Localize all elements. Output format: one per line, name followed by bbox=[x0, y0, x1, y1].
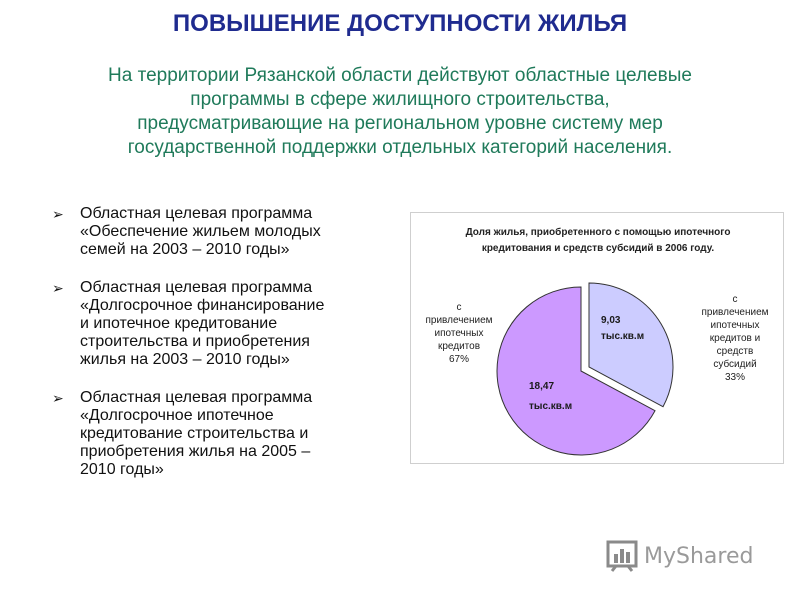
slice-annotation-line: привлечением bbox=[425, 315, 493, 326]
watermark bbox=[606, 536, 776, 576]
intro-line: предусматривающие на региональном уровне систему мер bbox=[137, 113, 663, 134]
slice-annotation-line: ипотечных bbox=[710, 320, 760, 331]
pie-chart bbox=[410, 212, 784, 464]
slice-percent-label: 67% bbox=[448, 354, 469, 365]
program-line: Областная целевая программа bbox=[80, 279, 313, 296]
slice-annotation-subsidy bbox=[689, 293, 781, 384]
chart-title-line: Доля жилья, приобретенного с помощью ипотечного bbox=[465, 227, 731, 238]
program-line: «Долгосрочное ипотечное bbox=[80, 407, 274, 424]
program-line: жилья на 2003 – 2010 годы» bbox=[80, 351, 290, 368]
slice-annotation-line: с bbox=[456, 302, 462, 313]
slice-annotation-line: ипотечных bbox=[434, 328, 484, 339]
slice-percent-label: 33% bbox=[724, 372, 745, 383]
program-item bbox=[52, 389, 397, 479]
program-line: 2010 годы» bbox=[80, 461, 164, 478]
program-line: «Долгосрочное финансирование bbox=[80, 297, 325, 314]
intro-line: программы в сфере жилищного строительства, bbox=[190, 89, 610, 110]
intro-line: На территории Рязанской области действуют областные целевые bbox=[108, 65, 692, 86]
program-list bbox=[52, 205, 397, 499]
slice-annotation-line: кредитов bbox=[437, 341, 481, 352]
arrow-bullet-icon: ➢ bbox=[52, 390, 64, 406]
slice-annotation-line: субсидий bbox=[713, 359, 757, 370]
slice-value-label: тыс.кв.м bbox=[601, 331, 645, 342]
chart-title-line: кредитования и средств субсидий в 2006 году. bbox=[481, 243, 715, 254]
program-item bbox=[52, 205, 397, 259]
slice-value-label: 18,47 bbox=[529, 381, 555, 392]
watermark-text: MyShared bbox=[644, 543, 754, 569]
program-line: кредитование строительства и bbox=[80, 425, 309, 442]
intro-text bbox=[40, 64, 760, 160]
page-title: ПОВЫШЕНИЕ ДОСТУПНОСТИ ЖИЛЬЯ bbox=[172, 10, 628, 37]
program-line: и ипотечное кредитование bbox=[80, 315, 278, 332]
program-line: строительства и приобретения bbox=[80, 333, 310, 350]
intro-line: государственной поддержки отдельных категорий населения. bbox=[127, 137, 673, 158]
slice-annotation-mortgage bbox=[411, 301, 507, 366]
slice-value-label: тыс.кв.м bbox=[529, 401, 573, 412]
program-line: приобретения жилья на 2005 – bbox=[80, 443, 311, 460]
slice-annotation-line: средств bbox=[716, 346, 754, 357]
arrow-bullet-icon: ➢ bbox=[52, 206, 64, 222]
slice-value-label: 9,03 bbox=[601, 315, 621, 326]
program-line: «Обеспечение жильем молодых bbox=[80, 223, 321, 240]
bar-chart-icon bbox=[606, 540, 638, 572]
slice-annotation-line: с bbox=[732, 294, 738, 305]
slice-annotation-line: кредитов и bbox=[709, 333, 761, 344]
program-line: Областная целевая программа bbox=[80, 205, 313, 222]
slice-annotation-line: привлечением bbox=[701, 307, 769, 318]
program-item bbox=[52, 279, 397, 369]
arrow-bullet-icon: ➢ bbox=[52, 280, 64, 296]
program-line: семей на 2003 – 2010 годы» bbox=[80, 241, 290, 258]
program-line: Областная целевая программа bbox=[80, 389, 313, 406]
